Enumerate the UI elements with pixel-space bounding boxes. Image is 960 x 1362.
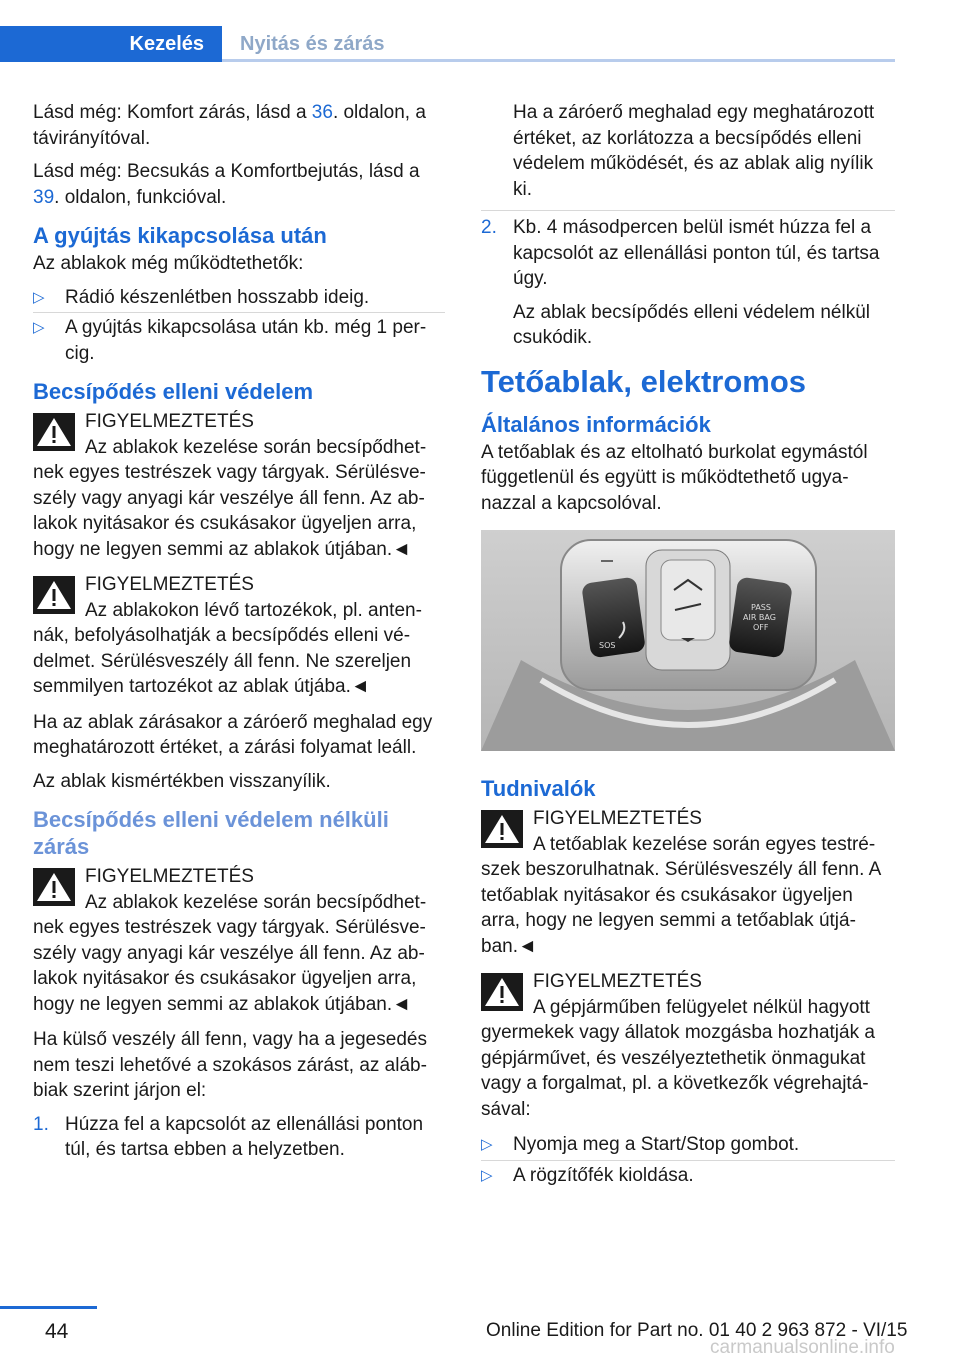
sos-label: SOS [599,641,616,650]
warning-triangle-icon [33,576,75,614]
right-column [481,100,895,1193]
airbag-label: AIR BAG [743,613,776,622]
warning-body: Az ablakokon lévő tartozékok, pl. antennák, befolyásolhatják a becsípődés elleni védelmet. Sérülésveszély áll fenn. Ne szereljen semmilyen tartozékot az ablak útjába.◄ [33,599,422,697]
paragraph: Az ablakok még működtethetők: [33,253,304,274]
sunroof-switch-photo [481,530,895,751]
subsection-heading: Becsípődés elleni védelem nélküli zárás [33,807,389,859]
paragraph: Lásd még: Komfort zárás, lásd a 36. oldalon, a távirányítóval. [33,102,426,149]
bullet-icon: ▷ [481,1166,493,1184]
step-number: 1. [33,1113,49,1135]
paragraph: A tetőablak és az eltolható burkolat egymástól függetlenül és együtt is működtethető ugyanazzal a kapcsolóval. [481,441,868,514]
page-link-36[interactable]: 36 [311,102,333,123]
bullet-list [33,285,445,367]
warning-title: FIGYELMEZTETÉS [533,808,702,829]
bullet-list [481,1132,895,1188]
edition-text: Online Edition for Part no. 01 40 2 963 872 - VI/15 [486,1320,908,1341]
header-tab-label: Kezelés [129,32,204,55]
warning-triangle-icon [33,868,75,906]
warning-triangle-icon [33,413,75,451]
bullet-icon: ▷ [33,288,45,306]
paragraph: Ha az ablak zárásakor a záróerő meghalad egy meghatározott értéket, a zárási folyamat leáll. [33,711,433,758]
warning-triangle-icon [481,810,523,848]
warning-body: A gépjárműben felügyelet nélkül hagyott gyermekek vagy állatok mozgásba hozhatják a gépjárművet, és veszélyeztethetik önmagukat vagy a forgalmat, pl. a következők végrehajtásával: [481,996,875,1120]
list-item: ▷ Rádió készenlétben hosszabb ideig. [33,285,445,311]
bullet-icon: ▷ [481,1136,493,1153]
left-column [33,100,445,1171]
warning-triangle-icon [481,973,523,1011]
warning-box [481,969,895,1122]
off-label: OFF [753,623,769,632]
paragraph: Ha külső veszély áll fenn, vagy ha a jegesedés nem teszi lehetővé a szokásos zárást, az alábbiak szerint járjon el: [33,1029,427,1101]
watermark: carmanualsonline.info [710,1337,895,1358]
warning-body: A tetőablak kezelése során egyes testrészek beszorulhatnak. Sérülésveszély áll fenn. A tetőablak nyitásakor és csukásakor ügyeljen arra, hogy ne legyen semmi a tetőablak útjában.◄ [481,833,881,957]
list-item: 1. Húzza fel a kapcsolót az ellenállási ponton túl, és tartsa ebben a helyzetben. [33,1113,424,1160]
warning-body: Az ablakok kezelése során becsípődhetnek egyes testrészek vagy tárgyak. Sérülésveszély vagy anyagi kár veszélye áll fenn. Az ablakok nyitásakor és csukásakor ügyeljen arra, hogy ne legyen semmi az ablakok útjában.◄ [33,891,427,1015]
section-heading: A gyújtás kikapcsolása után [33,223,327,248]
numbered-list [33,1112,445,1163]
warning-box [481,806,895,959]
footer-divider [0,1306,97,1309]
header-tab-label: Nyitás és zárás [240,32,385,55]
chapter-heading: Tetőablak, elektromos [481,363,807,399]
warning-body: Az ablakok kezelése során becsípődhetnek egyes testrészek vagy tárgyak. Sérülésveszély vagy anyagi kár veszélye áll fenn. Az ablakok nyitásakor és csukásakor ügyeljen arra, hogy ne legyen semmi az ablakok útjában.◄ [33,436,427,560]
section-heading: Általános információk [481,411,711,437]
warning-box [33,864,445,1017]
header-tab-nyitas[interactable] [222,26,895,62]
list-item: ▷ Nyomja meg a Start/Stop gombot. [481,1132,895,1158]
list-item: ▷ A gyújtás kikapcsolása után kb. még 1 percig. [33,317,427,364]
list-item-continuation: Ha a záróerő meghalad egy meghatározott értéket, az korlátozza a becsípődés elleni védelem működését, és az ablak alig nyílik ki. [513,102,875,200]
bullet-icon: ▷ [33,319,45,336]
running-header [0,26,895,62]
warning-title: FIGYELMEZTETÉS [85,411,254,432]
warning-title: FIGYELMEZTETÉS [85,574,254,595]
warning-title: FIGYELMEZTETÉS [85,866,254,887]
list-item-continuation: Az ablak becsípődés elleni védelem nélkül csukódik. [513,301,870,348]
page-number: 44 [45,1320,69,1343]
header-tab-kezeles[interactable] [0,26,222,62]
step-number: 2. [481,217,497,238]
warning-box [33,572,445,700]
warning-box [33,409,445,562]
section-heading: Tudnivalók [481,776,596,801]
page-link-39[interactable]: 39 [33,186,55,208]
warning-title: FIGYELMEZTETÉS [533,971,702,992]
list-item: 2. Kb. 4 másodpercen belül ismét húzza fel a kapcsolót az ellenállási ponton túl, és tartsa úgy. [481,210,895,292]
section-heading: Becsípődés elleni védelem [33,379,314,404]
header-divider [222,59,895,62]
paragraph: Lásd még: Becsukás a Komfortbejutás, lásd a 39. oldalon, funkcióval. [33,161,420,208]
list-item: ▷ A rögzítőfék kioldása. [481,1163,895,1189]
paragraph: Az ablak kismértékben visszanyílik. [33,770,331,792]
pass-label: PASS [751,603,771,612]
